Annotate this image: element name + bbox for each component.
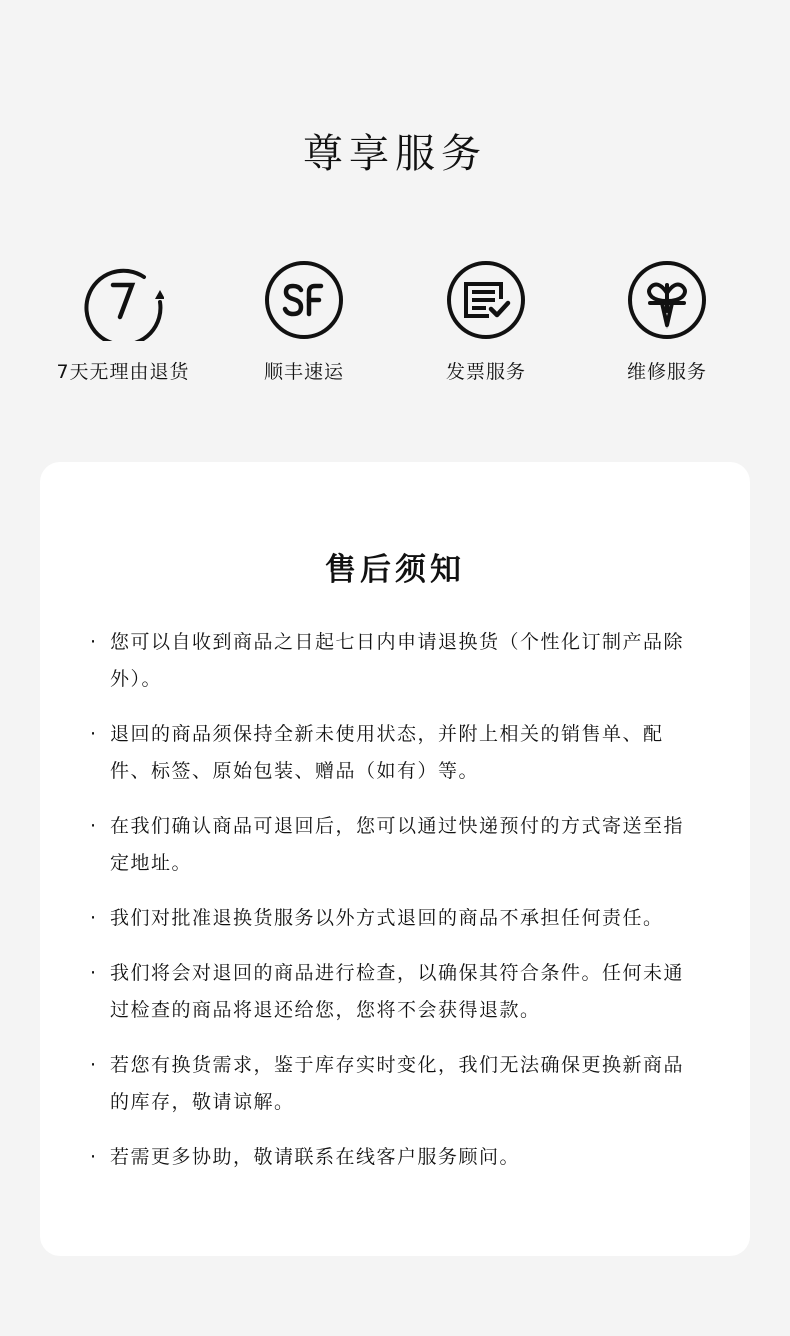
list-item — [90, 955, 700, 1029]
bullet: · — [90, 631, 98, 653]
service-invoice[interactable] — [386, 259, 586, 384]
sf-express-icon — [263, 259, 345, 341]
bullet: · — [90, 962, 98, 984]
list-item — [90, 716, 700, 790]
list-item — [90, 900, 700, 937]
note-text: 我们将会对退回的商品进行检查，以确保其符合条件。任何未通过检查的商品将退还给您，您将不会获得退款。 — [110, 962, 685, 1021]
note-text: 若需更多协助，敬请联系在线客户服务顾问。 — [110, 1146, 521, 1168]
bullet: · — [90, 723, 98, 745]
service-label: 顺丰速运 — [263, 361, 344, 383]
note-text: 在我们确认商品可退回后，您可以通过快递预付的方式寄送至指定地址。 — [110, 815, 685, 874]
note-text: 您可以自收到商品之日起七日内申请退换货（个性化订制产品除外）。 — [110, 631, 685, 690]
note-text: 退回的商品须保持全新未使用状态，并附上相关的销售单、配件、标签、原始包装、赠品（如有）等。 — [110, 723, 664, 782]
services-row — [0, 259, 790, 389]
after-sales-card — [40, 462, 750, 1256]
note-text: 若您有换货需求，鉴于库存实时变化，我们无法确保更换新商品的库存，敬请谅解。 — [110, 1054, 685, 1113]
repair-icon — [626, 259, 708, 341]
notes-list — [90, 624, 700, 1194]
service-repair[interactable] — [567, 259, 767, 384]
bullet: · — [90, 815, 98, 837]
invoice-icon — [445, 259, 527, 341]
bullet: · — [90, 1146, 98, 1168]
bullet: · — [90, 907, 98, 929]
list-item — [90, 624, 700, 698]
note-text: 我们对批准退换货服务以外方式退回的商品不承担任何责任。 — [110, 907, 664, 929]
service-seven-day-return[interactable] — [23, 259, 223, 384]
list-item — [90, 1047, 700, 1121]
service-label: 发票服务 — [445, 361, 526, 383]
bullet: · — [90, 1054, 98, 1076]
service-label: 维修服务 — [626, 361, 707, 383]
list-item — [90, 1139, 700, 1176]
service-sf-express[interactable] — [204, 259, 404, 384]
service-label: 7天无理由退货 — [56, 361, 190, 383]
page-title: 尊享服务 — [303, 131, 487, 177]
seven-day-return-icon — [82, 259, 164, 341]
card-title: 售后须知 — [325, 552, 465, 588]
list-item — [90, 808, 700, 882]
